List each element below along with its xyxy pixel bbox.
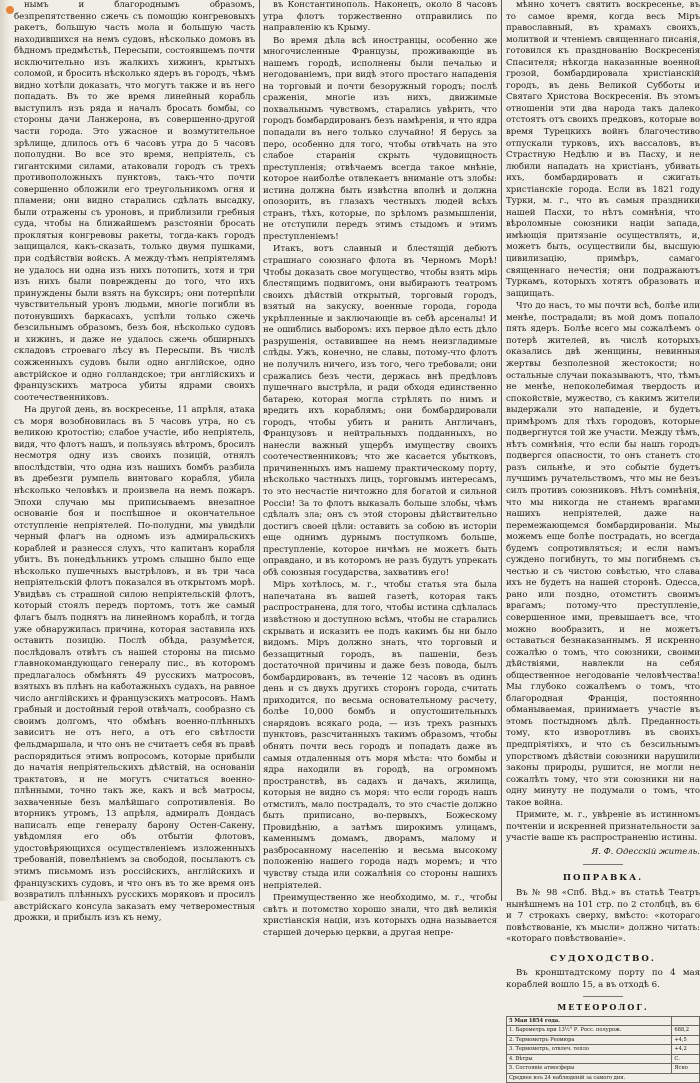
letter-signature: Я. Ф. Одесскій житель. [591,846,700,857]
weather-table-title: МЕТЕОРОЛОГ. [557,1002,649,1013]
article-paragraph: На другой день, въ воскресенье, 11 апрѣля, атака съ моря возобновилась въ 5 часовъ утра, но съ великою кротостію; слабое участіе, ибо непріятель, видя, что флотъ нашъ, и пользуясь вѣтромъ, бросилъ несмотря одну изъ своихъ позицій, отнялъ впослѣдствіи, что одна изъ нашихъ бомбъ разбила въ дребезги румпель винтоваго корабля, убила нѣсколько человѣкъ и произвела на немъ пожаръ. Эпохи случаю мы приписываемъ внезапное основаніе боя и поспѣшное и окончательное отступленіе непріятелей. По-полудни, мы увидѣли черный флагъ на одномъ изъ адмиральскихъ кораблей и разнесся слухъ, что капитанъ корабля убитъ. Въ понедѣльникъ утромъ слышно было еще нѣсколько пушечныхъ выстрѣловъ, и въ три часа непріятельскій флотъ показался въ открытомъ морѣ. Увидѣвъ съ страшной силою непріятельскій флотъ, который стоялъ передъ портомъ, тотъ же самый флагъ былъ поднятъ на линейномъ кораблѣ, и тогда уже обнаружилась причина, которая заставила ихъ оставить позицію. Послѣ обѣда, разумѣется, послѣдовалъ отвѣтъ съ нашей стороны на письмо главнокомандующаго генералу пис., въ которомъ предлагалось обмѣнять 49 русскихъ матросовъ, взятыхъ въ плѣнъ на каботажныхъ судахъ, на равное число англійскихъ и французскихъ матросовъ. Намъ грабный и достойный герой отвѣчалъ, сообразно съ своимъ долгомъ, что обмѣнъ военно-плѣнныхъ зависитъ не отъ него, а отъ его свѣтлости фельдмаршала, и что онъ не считаетъ себя въ правѣ распорядиться этимъ вопросомъ, которые прибыли до начатія непріятельскихъ дѣйствій, на основаніи трактатовъ, и не могутъ считаться военно-плѣнными, точно такъ же, какъ и всѣ матросы, захваченные безъ малѣйшаго сопротивленія. Во вторникъ утромъ, 13 апрѣля, адмиралъ Дондасъ написалъ еще генералу барону Остен-Сакену, увѣдомляя его объ отбытіи флотовъ, удостовѣряющихся осуществленіемъ изложенныхъ требованій, повелѣніемъ за свободой, посылаютъ съ этимъ письмомъ изъ россійскихъ, англійскихъ и французскихъ судовъ, и что онъ въ то же время онъ возвратилъ плѣнныхъ русскихъ моряковъ и просилъ австрійскаго консула заказать ему четвероместныя дрожки, и прибылъ изъ къ нему, [14,405,255,924]
article-paragraph: Во время дѣла всѣ иностранцы, особенно же многочисленные Французы, проживающіе въ нашемъ городѣ, исполнены были печалью и негодованіемъ, при видѣ этого простаго нападенія на торговый и почти безоружный городъ; послѣ сраженія, многіе изъ нихъ, движимые похвальнымъ чувствомъ, старались увѣрить, что городъ бомбардированъ безъ намѣренія, и что ядра попадали въ него только случайно! Я берусь за перо, особенно для того, чтобы отвѣчать на это слабое старанія скрыть чудовищность преступленія; отвѣчаемъ всегда такое мнѣніе, которое наиболѣе отвлекаетъ вниманіе отъ злобы: истина должна быть извѣстна вполнѣ и должна опозорить, въ глазахъ честныхъ людей всѣхъ странъ, тѣхъ, которые, по зрѣломъ размышленіи, не отступили передъ этимъ стыдомъ и этимъ преступленіемъ! [263,35,497,242]
table-cell: 4. Вѣтры [507,1054,672,1064]
page-margin-shadow [0,0,10,901]
window-indicator-dot [6,6,14,14]
column-left [14,0,255,924]
article-paragraph: Преимущественно же необходимо, м. г., чтобы свѣтъ и потомство хорошо знали, что двѣ великія христіанскія націи, изъ которыхъ одна называется старшей дочерью церкви, а другая непре- [263,893,497,938]
table-row [507,1026,700,1036]
table-row [507,1073,700,1083]
table-cell: 5. Состояніе атмосферы [507,1064,672,1074]
table-cell: +4,5 [672,1035,700,1045]
table-cell: 688,2 [672,1026,700,1036]
article-paragraph: Примите, м. г., увѣреніе въ истинномъ почтеніи и искренней признательности за участіе ваше къ распространенію истины. [506,810,700,844]
weather-footnote: Среднее изъ 24 наблюденій за самого дня. [507,1073,700,1083]
table-row [507,1035,700,1045]
section-separator [583,996,623,997]
table-cell: 3. Термометръ, отвлеч. тепло [507,1045,672,1055]
article-paragraph: нымъ и благороднымъ образомъ, безпрепятственно сжечь съ помощію конгревовыхъ ракетъ, большую часть мола и большую часть находившихся на немъ судовъ, нѣсколько домовъ въ бѣдномъ предмѣстьѣ, Пересыпи, состоявшемъ почти исключительно изъ жалкихъ хижинъ, крытыхъ соломой, и бросить нѣсколько ядеръ въ городъ, чѣмъ видно хотѣли доказать, что могутъ также и въ него попадать. Въ то же время линейный корабль выступилъ изъ ряда и началъ бросать бомбы, со стороны дачи Ланжерона, въ совершенно-другой части города. Это ужасное и возмутительное зрѣлище, длилось отъ 6 часовъ утра до 5 часовъ пополудни. Во все это время, непріятель, съ гигантскими силами, атаковали городъ съ трехъ противоположныхъ пунктовъ, такъ-что почти совершенно обложили его треугольникомъ огня и пламени; они видно старались сдѣлать высадку, были отражены съ уроновъ, и приблизили гребныя суда, чтобы на ближайшемъ разстояніи бросать проклятыя конгревовы ракеты, тогда-какъ городъ защищался, какъ-сказать, только двумя пушками, при содѣйствіи войскъ. А между-тѣмъ непріятелямъ не удалось ни одна изъ нихъ потопить, хотя и три изъ нихъ были повреждены до того, что ихъ принуждены были взять на буксиръ; они потерпѣли чувствительный уронъ людьми, многіе погибли въ потонувшихъ баркасахъ, успѣли только сжечь безсильнымъ образомъ, безъ боя, нѣсколько судовъ и хижинъ, и даже не удалось сжечь обширныхъ складовъ строеваго лѣсу въ Пересыпи. Въ числѣ сожженныхъ судовъ были одно англійское, одно австрійское и одно голландское; три англійскихъ и французскихъ матроса убиты ядрами своихъ соотечественниковъ. [14,0,255,403]
column-middle [263,0,497,938]
article-paragraph: Міръ хотѣлось, м. г., чтобы статья эта была напечатана въ вашей газетѣ, которая такъ распространена, для того, чтобы истина сдѣлалась извѣстною и доступною всѣмъ, чтобы не старались скрывать и исказить ее подъ какимъ бы ни было видомъ. Міръ должно знать, что торговый и беззащитный городъ, въ пашеніи, безъ достаточной причины и даже безъ повода, былъ бомбардированъ, въ теченіе 12 часовъ въ одинъ день и съ двухъ другихъ сторонъ города, считать приходится, по весьма основательному расчету, болѣе 10,000 бомбъ и опустошительныхъ снарядовъ всякаго рода, — изъ трехъ разныхъ пунктовъ, разсчитанныхъ такимъ образомъ, чтобы обнять почти весь городъ и попадать даже въ самыя отдаленныя отъ моря мѣста: что бомбы и ядра находили въ городѣ, на огромномъ пространствѣ, въ садахъ и дачахъ, жилища, которыя не видно съ моря: что если городъ нашъ отмстилъ, мало пострадалъ, то это счастіе должно быть приписано, во-первыхъ, Божескому Провидѣнію, а затѣмъ широкимъ улицамъ, каменнымъ домамъ, дворамъ, малому и разбросанному населенію и весьма высокому положенію нашего города надъ моремъ; и что чувству стыда или сожалѣнія со стороны нашихъ непріятелей. [263,580,497,891]
weather-table [506,1016,700,1083]
table-cell: С. [672,1054,700,1064]
table-cell: +4,2 [672,1045,700,1055]
article-paragraph: Итакъ, вотъ славный и блестящій дебютъ страшнаго союзнаго флота въ Черномъ Морѣ! Чтобы доказать свое могущество, чтобы взять мірь блестящимъ подвигомъ, они выбираютъ театромъ своихъ дѣйствій открытый, торговый городъ, взятый на закуску, военные города, города укрѣпленные и заключающіе въ себѣ арсеналы! И не ошиблись выборомъ: ихъ первое дѣло есть дѣло разрушенія, оставившее на немъ неизгладимые слѣды. Ужъ, конечно, не славы, потому-что флотъ не получилъ ничего, изъ того, чего требовали; они сражались безъ чести, держась внѣ предѣловъ пушечнаго выстрѣла, и ради обходя единственно батарею, которая могла стрѣлять по нимъ и вредить ихъ кораблямъ; они бомбардировали городъ, чтобы убить и ранить Англичанъ, Французовъ и нейтральныхъ подданныхъ, но нанесли важный ущербъ имуществу своихъ соотечественниковъ; что же касается убытковъ, причиненныхъ имъ нашему практическому порту, нѣсколько частныхъ лицъ, торговымъ интересамъ, то это несчастіе ничтожно для богатой и сильной Россіи! За то флотъ выказалъ больше злобы, чѣмъ сдѣлалъ зла; онъ съ этой стороны дѣйствительно достигъ своей цѣли: оставить за собою въ исторіи еще однимъ дурнымъ поступкомъ больше, преступленіе, которое ничѣмъ не можетъ быть оправдано, и въ которомъ не разъ будутъ упрекать обѣ союзныя государства, захвативъ его! [263,244,497,578]
table-row [507,1045,700,1055]
column-divider [259,0,260,901]
article-paragraph: Что до насъ, то мы почти всѣ, болѣе или менѣе, пострадали; въ мой домъ попало пять ядеръ. Болѣе всего мы сожалѣемъ о потерѣ жителей, въ числѣ которыхъ оказались двѣ женщины, невинныя жертвы безполезной жестокости; но остальные случаи показываютъ, что, тѣмъ не менѣе, непоколебимая твердость и спокойствіе, мужество, съ какимъ жители выдержали это нападеніе, и будетъ примѣромъ для тѣхъ городовъ, которые подвергнутся той же участи. Между тѣмъ, нѣтъ сомнѣнія, что если бы нашъ городъ подвергся опасности, то онъ станетъ сто разъ сильнѣе, и это событіе будетъ лучшимъ ручательствомъ, что мы не безъ силъ противъ союзниковъ. Нѣтъ сомнѣнія, что мы никогда не станемъ врагами нашихъ непріятелей, даже на перемежающемся бомбардированіи. Мы можемъ еще болѣе пострадать, но всегда будемъ сопротивляться; и если намъ суждено погибнуть, то мы погибнемъ съ честью и съ чистою совѣстью, что слава ихъ не будетъ на нашей сторонѣ. Одесса, рано или поздно, отомститъ своимъ врагамъ; потому-что преступленіе, совершенное ими, превышаетъ все, что можно вообразить, и не можетъ оставаться безнаказаннымъ. Я искренно сожалѣю о томъ, что союзники, своими дѣйствіями, навлекли на себя общественное негодованіе человѣчества! Мы глубоко сожалѣемъ о томъ, что благородная Франція, постоянно обманываемая, принимаетъ участіе въ этомъ постыдномъ дѣлѣ. Преданность тому, кто изворотливъ въ своихъ предпріятіяхъ, и что съ безсильнымъ упорствомъ дѣйствіи союзники нарушили законы природы, рушится, не могли не сожалѣть тому, что эти союзники ни на одну минуту не подумали о томъ, что такое война. [506,301,700,808]
table-row [507,1064,700,1074]
shipping-text: Въ кронштадтскому порту по 4 мая кораблей вошло 15, а въ отходѣ 6. [506,968,700,990]
section-separator [583,864,623,865]
column-divider [501,0,502,901]
correction-heading: ПОПРАВКА. [562,873,644,884]
table-row [507,1054,700,1064]
weather-date: 5 Мая 1854 года. [507,1016,672,1026]
column-right [506,0,700,1081]
correction-text: Въ № 98 «Спб. Вѣд.» въ статьѣ Театръ нынѣшнемъ на 101 стр. по 2 столбцѣ, въ 6 и 7 строкахъ сверху, вмѣсто: «котораго повѣствованіе, къ мысли» должно читать: «котораго повѣствованіе». [506,888,700,945]
shipping-heading: СУДОХОДСТВО. [550,953,656,964]
article-paragraph: мѣнно хочетъ святить воскресенье, въ то самое время, когда весь Міръ православный, въ храмахъ своихъ, молитвой и чтеніемъ священнаго писанія, готовился къ празднованію Воскресенія Спасителя; нѣкогда наказанные военной грозой, бомбардировала христіанскій городъ, въ день Великой Субботы и Святаго Христова Воскресенія. Въ этомъ отношеніи эти два народа такъ далеко отстоятъ отъ своихъ предковъ, которые во время Турецкихъ войнъ благочестиво отпускали турковъ, ихъ вассаловъ, въ Страстную Недѣлю и въ Пасху, и не любили нападать на христіанъ, убивать ихъ, бомбардировать и сжигать христіанскіе города. Если въ 1821 году Турки, м. г., что въ самыя праздники нашей Пасхи, то нѣтъ сомнѣнія, что вѣроломные союзники націи запада, имѣющія притязаніе осуществлять, и, можетъ быть, осуществили бы, высшую цивилизацію, примѣръ, самаго священнаго нечестія; они подражаютъ Туркамъ, которыхъ хотятъ образовать и защищать. [506,0,700,299]
table-cell: Ясно [672,1064,700,1074]
table-cell: 1. Барометръ при 13½° Р. Росс. полурож. [507,1026,672,1036]
table-cell: 2. Термометръ Реомюра [507,1035,672,1045]
article-paragraph: въ Константинополь. Наконецъ, около 8 часовъ утра флотъ торжественно отправились по направленію къ Крыму. [263,0,497,34]
